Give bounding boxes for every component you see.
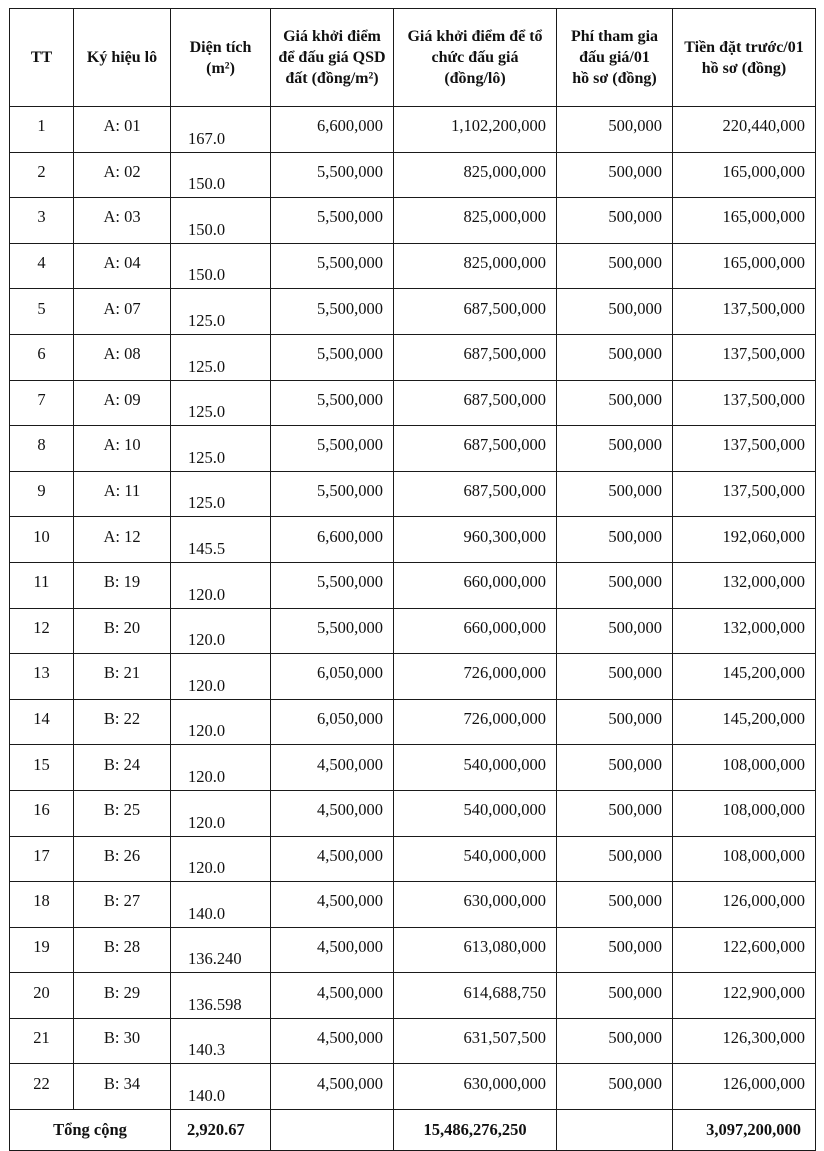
row-unit-price: 4,500,000 — [271, 927, 394, 973]
row-start-price: 726,000,000 — [394, 699, 557, 745]
row-unit-price: 4,500,000 — [271, 882, 394, 928]
row-start-price: 540,000,000 — [394, 836, 557, 882]
row-deposit: 126,300,000 — [673, 1018, 816, 1064]
row-unit-price: 6,600,000 — [271, 107, 394, 153]
row-fee: 500,000 — [557, 562, 673, 608]
row-lot: A: 01 — [74, 107, 171, 153]
row-area: 125.0 — [171, 426, 271, 472]
row-lot: A: 12 — [74, 517, 171, 563]
table-row — [10, 882, 816, 928]
row-tt: 19 — [10, 927, 74, 973]
row-fee: 500,000 — [557, 471, 673, 517]
row-fee: 500,000 — [557, 882, 673, 928]
row-start-price: 630,000,000 — [394, 1064, 557, 1110]
row-start-price: 825,000,000 — [394, 243, 557, 289]
row-area: 120.0 — [171, 562, 271, 608]
table-footer — [10, 1110, 816, 1151]
table-row — [10, 517, 816, 563]
row-area: 136.598 — [171, 973, 271, 1019]
total-label: Tổng cộng — [10, 1110, 171, 1151]
row-area: 167.0 — [171, 107, 271, 153]
table-row — [10, 426, 816, 472]
row-unit-price: 4,500,000 — [271, 1064, 394, 1110]
row-unit-price: 5,500,000 — [271, 426, 394, 472]
row-start-price: 687,500,000 — [394, 334, 557, 380]
row-deposit: 137,500,000 — [673, 380, 816, 426]
row-deposit: 137,500,000 — [673, 334, 816, 380]
row-area: 150.0 — [171, 152, 271, 198]
table-row — [10, 562, 816, 608]
row-fee: 500,000 — [557, 334, 673, 380]
row-fee: 500,000 — [557, 107, 673, 153]
table-body — [10, 107, 816, 1110]
row-fee: 500,000 — [557, 198, 673, 244]
table-row — [10, 471, 816, 517]
row-start-price: 613,080,000 — [394, 927, 557, 973]
row-lot: B: 26 — [74, 836, 171, 882]
row-lot: A: 10 — [74, 426, 171, 472]
row-fee: 500,000 — [557, 1018, 673, 1064]
row-lot: A: 02 — [74, 152, 171, 198]
row-deposit: 126,000,000 — [673, 882, 816, 928]
row-fee: 500,000 — [557, 380, 673, 426]
table-row — [10, 243, 816, 289]
row-start-price: 631,507,500 — [394, 1018, 557, 1064]
row-tt: 22 — [10, 1064, 74, 1110]
row-area: 140.3 — [171, 1018, 271, 1064]
row-deposit: 122,600,000 — [673, 927, 816, 973]
table-row — [10, 289, 816, 335]
row-deposit: 132,000,000 — [673, 608, 816, 654]
row-area: 145.5 — [171, 517, 271, 563]
row-unit-price: 6,050,000 — [271, 699, 394, 745]
row-lot: B: 22 — [74, 699, 171, 745]
header-tt: TT — [10, 9, 74, 107]
row-fee: 500,000 — [557, 289, 673, 335]
table-row — [10, 152, 816, 198]
auction-lot-table-sheet — [9, 8, 815, 1151]
row-tt: 4 — [10, 243, 74, 289]
row-deposit: 165,000,000 — [673, 243, 816, 289]
row-fee: 500,000 — [557, 608, 673, 654]
table-row — [10, 1018, 816, 1064]
row-unit-price: 5,500,000 — [271, 198, 394, 244]
row-tt: 1 — [10, 107, 74, 153]
row-tt: 17 — [10, 836, 74, 882]
row-tt: 12 — [10, 608, 74, 654]
row-area: 125.0 — [171, 471, 271, 517]
row-lot: B: 27 — [74, 882, 171, 928]
row-tt: 5 — [10, 289, 74, 335]
row-unit-price: 4,500,000 — [271, 973, 394, 1019]
row-start-price: 726,000,000 — [394, 654, 557, 700]
row-deposit: 132,000,000 — [673, 562, 816, 608]
row-lot: B: 19 — [74, 562, 171, 608]
table-row — [10, 790, 816, 836]
row-lot: A: 08 — [74, 334, 171, 380]
row-start-price: 687,500,000 — [394, 471, 557, 517]
row-deposit: 108,000,000 — [673, 745, 816, 791]
row-fee: 500,000 — [557, 517, 673, 563]
row-tt: 10 — [10, 517, 74, 563]
row-area: 120.0 — [171, 608, 271, 654]
row-fee: 500,000 — [557, 654, 673, 700]
row-area: 120.0 — [171, 745, 271, 791]
row-deposit: 137,500,000 — [673, 426, 816, 472]
row-start-price: 660,000,000 — [394, 562, 557, 608]
row-deposit: 126,000,000 — [673, 1064, 816, 1110]
row-tt: 20 — [10, 973, 74, 1019]
row-unit-price: 5,500,000 — [271, 243, 394, 289]
row-area: 140.0 — [171, 882, 271, 928]
header-start-price: Giá khởi điểm để tổ chức đấu giá (đồng/lô) — [394, 9, 557, 107]
row-lot: B: 29 — [74, 973, 171, 1019]
table-row — [10, 107, 816, 153]
table-row — [10, 699, 816, 745]
row-lot: A: 09 — [74, 380, 171, 426]
row-area: 150.0 — [171, 243, 271, 289]
row-fee: 500,000 — [557, 745, 673, 791]
row-lot: B: 25 — [74, 790, 171, 836]
row-unit-price: 5,500,000 — [271, 608, 394, 654]
row-tt: 2 — [10, 152, 74, 198]
row-unit-price: 6,600,000 — [271, 517, 394, 563]
table-row — [10, 1064, 816, 1110]
row-start-price: 540,000,000 — [394, 790, 557, 836]
row-unit-price: 5,500,000 — [271, 289, 394, 335]
row-unit-price: 4,500,000 — [271, 745, 394, 791]
row-deposit: 137,500,000 — [673, 471, 816, 517]
row-tt: 18 — [10, 882, 74, 928]
row-tt: 8 — [10, 426, 74, 472]
row-unit-price: 5,500,000 — [271, 380, 394, 426]
row-lot: A: 11 — [74, 471, 171, 517]
row-lot: B: 20 — [74, 608, 171, 654]
row-tt: 16 — [10, 790, 74, 836]
row-start-price: 660,000,000 — [394, 608, 557, 654]
total-deposit: 3,097,200,000 — [673, 1110, 816, 1151]
table-row — [10, 836, 816, 882]
row-lot: A: 04 — [74, 243, 171, 289]
row-fee: 500,000 — [557, 243, 673, 289]
row-fee: 500,000 — [557, 426, 673, 472]
row-lot: B: 30 — [74, 1018, 171, 1064]
row-fee: 500,000 — [557, 1064, 673, 1110]
row-unit-price: 4,500,000 — [271, 836, 394, 882]
row-area: 120.0 — [171, 654, 271, 700]
row-area: 125.0 — [171, 334, 271, 380]
row-start-price: 687,500,000 — [394, 289, 557, 335]
row-tt: 11 — [10, 562, 74, 608]
row-deposit: 145,200,000 — [673, 699, 816, 745]
row-lot: B: 21 — [74, 654, 171, 700]
header-fee: Phí tham gia đấu giá/01 hồ sơ (đồng) — [557, 9, 673, 107]
header-lot: Ký hiệu lô — [74, 9, 171, 107]
table-row — [10, 198, 816, 244]
row-deposit: 220,440,000 — [673, 107, 816, 153]
row-fee: 500,000 — [557, 836, 673, 882]
row-unit-price: 5,500,000 — [271, 152, 394, 198]
row-start-price: 540,000,000 — [394, 745, 557, 791]
row-area: 120.0 — [171, 836, 271, 882]
row-start-price: 630,000,000 — [394, 882, 557, 928]
row-tt: 15 — [10, 745, 74, 791]
row-area: 120.0 — [171, 790, 271, 836]
row-fee: 500,000 — [557, 973, 673, 1019]
row-area: 125.0 — [171, 380, 271, 426]
total-fee-empty — [557, 1110, 673, 1151]
row-tt: 13 — [10, 654, 74, 700]
row-fee: 500,000 — [557, 927, 673, 973]
table-row — [10, 654, 816, 700]
row-tt: 21 — [10, 1018, 74, 1064]
row-start-price: 825,000,000 — [394, 152, 557, 198]
table-header — [10, 9, 816, 107]
row-deposit: 165,000,000 — [673, 198, 816, 244]
row-lot: B: 24 — [74, 745, 171, 791]
row-tt: 6 — [10, 334, 74, 380]
row-area: 120.0 — [171, 699, 271, 745]
row-tt: 7 — [10, 380, 74, 426]
row-area: 125.0 — [171, 289, 271, 335]
row-start-price: 825,000,000 — [394, 198, 557, 244]
row-deposit: 137,500,000 — [673, 289, 816, 335]
total-unit-price-empty — [271, 1110, 394, 1151]
row-unit-price: 5,500,000 — [271, 334, 394, 380]
auction-lot-table — [9, 8, 816, 1151]
row-unit-price: 4,500,000 — [271, 790, 394, 836]
row-fee: 500,000 — [557, 152, 673, 198]
row-unit-price: 4,500,000 — [271, 1018, 394, 1064]
table-row — [10, 745, 816, 791]
table-row — [10, 380, 816, 426]
row-area: 136.240 — [171, 927, 271, 973]
row-start-price: 960,300,000 — [394, 517, 557, 563]
row-lot: A: 07 — [74, 289, 171, 335]
row-start-price: 687,500,000 — [394, 426, 557, 472]
row-fee: 500,000 — [557, 790, 673, 836]
table-row — [10, 927, 816, 973]
row-lot: B: 28 — [74, 927, 171, 973]
row-start-price: 614,688,750 — [394, 973, 557, 1019]
row-area: 150.0 — [171, 198, 271, 244]
header-area: Diện tích (m²) — [171, 9, 271, 107]
row-deposit: 108,000,000 — [673, 836, 816, 882]
row-unit-price: 6,050,000 — [271, 654, 394, 700]
row-deposit: 122,900,000 — [673, 973, 816, 1019]
row-lot: A: 03 — [74, 198, 171, 244]
row-unit-price: 5,500,000 — [271, 562, 394, 608]
row-deposit: 165,000,000 — [673, 152, 816, 198]
row-deposit: 145,200,000 — [673, 654, 816, 700]
row-unit-price: 5,500,000 — [271, 471, 394, 517]
row-tt: 14 — [10, 699, 74, 745]
row-start-price: 687,500,000 — [394, 380, 557, 426]
row-deposit: 192,060,000 — [673, 517, 816, 563]
row-tt: 9 — [10, 471, 74, 517]
header-deposit: Tiền đặt trước/01 hồ sơ (đồng) — [673, 9, 816, 107]
row-deposit: 108,000,000 — [673, 790, 816, 836]
total-area: 2,920.67 — [171, 1110, 271, 1151]
table-row — [10, 334, 816, 380]
header-unit-price: Giá khởi điểm để đấu giá QSD đất (đồng/m²) — [271, 9, 394, 107]
row-start-price: 1,102,200,000 — [394, 107, 557, 153]
row-fee: 500,000 — [557, 699, 673, 745]
totals-row — [10, 1110, 816, 1151]
table-row — [10, 973, 816, 1019]
row-tt: 3 — [10, 198, 74, 244]
total-start-price: 15,486,276,250 — [394, 1110, 557, 1151]
row-area: 140.0 — [171, 1064, 271, 1110]
row-lot: B: 34 — [74, 1064, 171, 1110]
table-row — [10, 608, 816, 654]
